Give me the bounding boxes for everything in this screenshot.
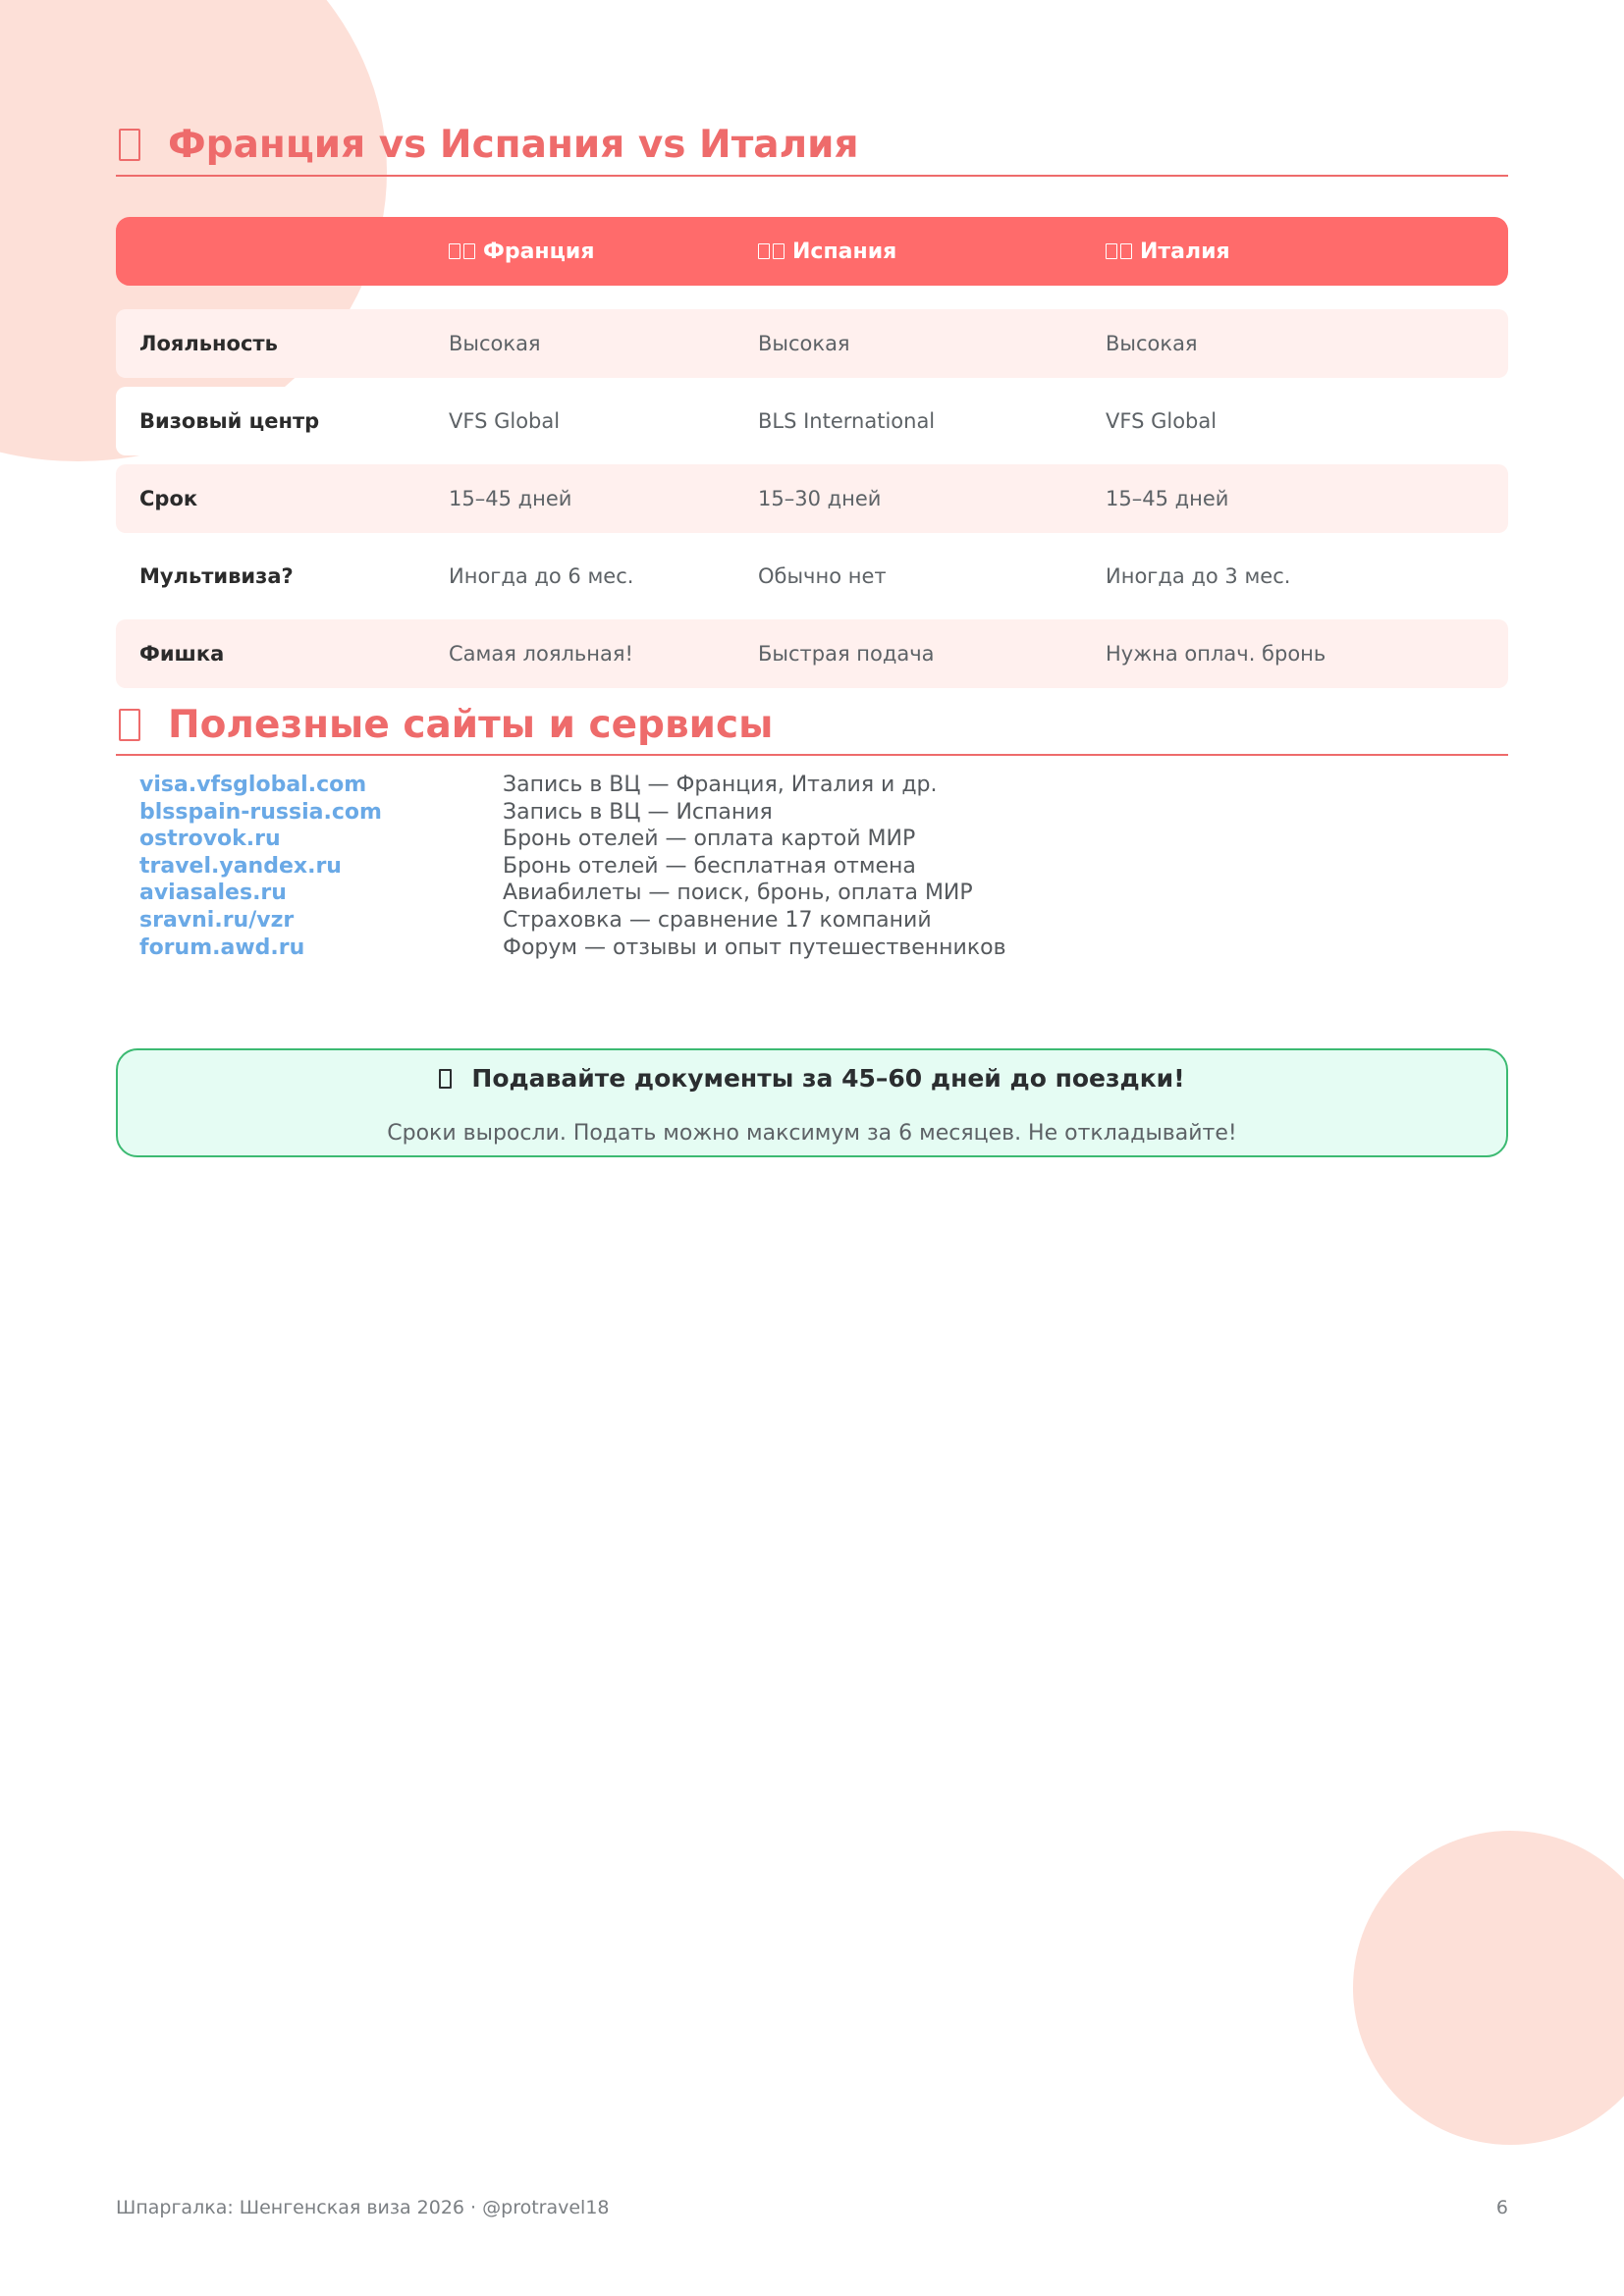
header-italy-label: Италия [1140, 239, 1230, 264]
flag-glyph-icon [758, 243, 770, 259]
row-label: Визовый центр [139, 409, 320, 433]
cell-spain: Быстрая подача [758, 642, 935, 666]
deadline-callout [116, 1048, 1508, 1157]
comparison-title-text: Франция vs Испания vs Италия [168, 122, 859, 167]
cell-france: Самая лояльная! [449, 642, 633, 666]
callout-title [118, 1064, 1506, 1093]
cell-france: 15–45 дней [449, 487, 572, 510]
site-description: Бронь отелей — оплата картой МИР [503, 827, 916, 852]
flag-glyph-icon [463, 243, 475, 259]
callout-text: Сроки выросли. Подать можно максимум за 6 месяцев. Не откладывайте! [387, 1121, 1237, 1146]
list-item [139, 907, 1494, 934]
callout-title-text: Подавайте документы за 45–60 дней до поездки! [471, 1064, 1185, 1093]
row-label: Фишка [139, 642, 225, 666]
table-row [116, 387, 1508, 455]
table-row [116, 542, 1508, 611]
cell-italy: Иногда до 3 мес. [1106, 564, 1291, 588]
header-spain-label: Испания [792, 239, 897, 264]
sites-list [139, 772, 1494, 961]
row-label: Срок [139, 487, 198, 510]
list-item [139, 826, 1494, 853]
list-item [139, 853, 1494, 881]
table-row [116, 464, 1508, 533]
site-link[interactable]: blsspain-russia.com [139, 799, 382, 825]
flag-glyph-icon [1120, 243, 1132, 259]
cell-spain: BLS International [758, 409, 936, 433]
cell-spain: 15–30 дней [758, 487, 882, 510]
site-link[interactable]: ostrovok.ru [139, 827, 281, 852]
header-cell-france [449, 217, 594, 286]
comparison-table-header [116, 217, 1508, 286]
decorative-circle-bottom [1353, 1831, 1624, 2145]
cell-italy: Нужна оплач. бронь [1106, 642, 1326, 666]
site-link[interactable]: travel.yandex.ru [139, 853, 342, 879]
list-item [139, 772, 1494, 799]
site-description: Запись в ВЦ — Испания [503, 799, 773, 825]
site-description: Бронь отелей — бесплатная отмена [503, 853, 916, 879]
flag-glyph-icon [1106, 243, 1117, 259]
cell-spain: Обычно нет [758, 564, 887, 588]
missing-glyph-icon [119, 129, 140, 161]
row-label: Лояльность [139, 332, 278, 355]
header-cell-spain [758, 217, 896, 286]
table-row [116, 619, 1508, 688]
site-description: Страховка — сравнение 17 компаний [503, 907, 932, 933]
site-link[interactable]: forum.awd.ru [139, 934, 305, 960]
page-footer [116, 2197, 1508, 2218]
list-item [139, 799, 1494, 827]
site-link[interactable]: visa.vfsglobal.com [139, 773, 367, 797]
cell-france: Иногда до 6 мес. [449, 564, 634, 588]
list-item [139, 934, 1494, 962]
missing-glyph-icon [439, 1069, 452, 1089]
site-description: Форум — отзывы и опыт путешественников [503, 934, 1006, 960]
sites-title-text: Полезные сайты и сервисы [168, 702, 774, 747]
page-number: 6 [1495, 2197, 1508, 2218]
footer-text: Шпаргалка: Шенгенская виза 2026 · @protravel18 [116, 2197, 610, 2218]
site-link[interactable]: aviasales.ru [139, 881, 287, 906]
table-row [116, 309, 1508, 378]
site-description: Авиабилеты — поиск, бронь, оплата МИР [503, 881, 973, 906]
missing-glyph-icon [119, 709, 140, 741]
cell-france: VFS Global [449, 409, 561, 433]
list-item [139, 880, 1494, 907]
site-description: Запись в ВЦ — Франция, Италия и др. [503, 773, 938, 797]
header-france-label: Франция [483, 239, 595, 264]
site-link[interactable]: sravni.ru/vzr [139, 907, 295, 933]
row-label: Мультивиза? [139, 564, 294, 588]
header-cell-italy [1106, 217, 1230, 286]
cell-france: Высокая [449, 332, 541, 355]
flag-glyph-icon [449, 243, 460, 259]
cell-spain: Высокая [758, 332, 850, 355]
cell-italy: 15–45 дней [1106, 487, 1229, 510]
cell-italy: VFS Global [1106, 409, 1218, 433]
cell-italy: Высокая [1106, 332, 1198, 355]
sites-section-title [116, 695, 1508, 756]
flag-glyph-icon [773, 243, 785, 259]
comparison-section-title [116, 114, 1508, 177]
